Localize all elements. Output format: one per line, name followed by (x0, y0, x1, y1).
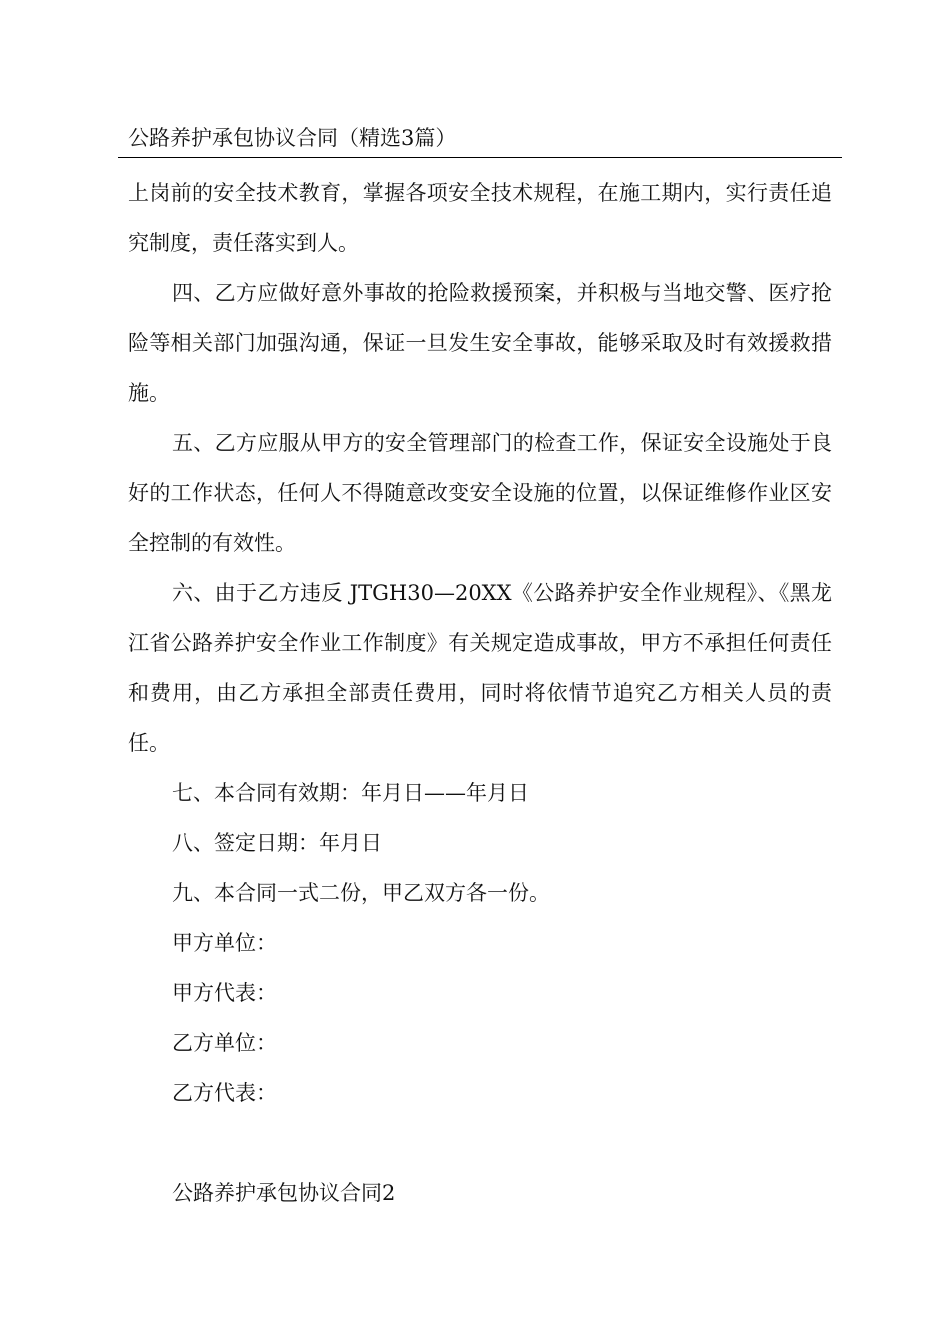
party-b-unit-line: 乙方单位： (172, 1031, 277, 1055)
paragraph-clause-7: 七、本合同有效期：年月日——年月日 (172, 781, 529, 805)
paragraph-clause-5: 五、乙方应服从甲方的安全管理部门的检查工作，保证安全设施处于良好的工作状态，任何人不得随意改变安全设施的位置，以保证维修作业区安全控制的有效性。 (128, 431, 832, 555)
paragraph-clause-9: 九、本合同一式二份，甲乙双方各一份。 (172, 881, 550, 905)
document-body (128, 168, 832, 1218)
running-header: 公路养护承包协议合同（精选3篇） (128, 126, 457, 150)
party-b-representative-line: 乙方代表： (172, 1081, 277, 1105)
paragraph-clause-6: 六、由于乙方违反 JTGH30—20XX《公路养护安全作业规程》、《黑龙江省公路养护安全作业工作制度》有关规定造成事故，甲方不承担任何责任和费用，由乙方承担全部责任费用，同时将依情节追究乙方相关人员的责任。 (128, 581, 832, 755)
paragraph-continuation: 上岗前的安全技术教育，掌握各项安全技术规程，在施工期内，实行责任追究制度，责任落实到人。 (128, 181, 832, 255)
party-a-unit-line: 甲方单位： (172, 931, 277, 955)
paragraph-clause-4: 四、乙方应做好意外事故的抢险救援预案，并积极与当地交警、医疗抢险等相关部门加强沟通，保证一旦发生安全事故，能够采取及时有效援救措施。 (128, 281, 832, 405)
header-divider (118, 157, 842, 158)
blank-line (128, 1118, 832, 1168)
paragraph-clause-8: 八、签定日期：年月日 (172, 831, 382, 855)
party-a-representative-line: 甲方代表： (172, 981, 277, 1005)
section-title: 公路养护承包协议合同2 (172, 1181, 396, 1205)
